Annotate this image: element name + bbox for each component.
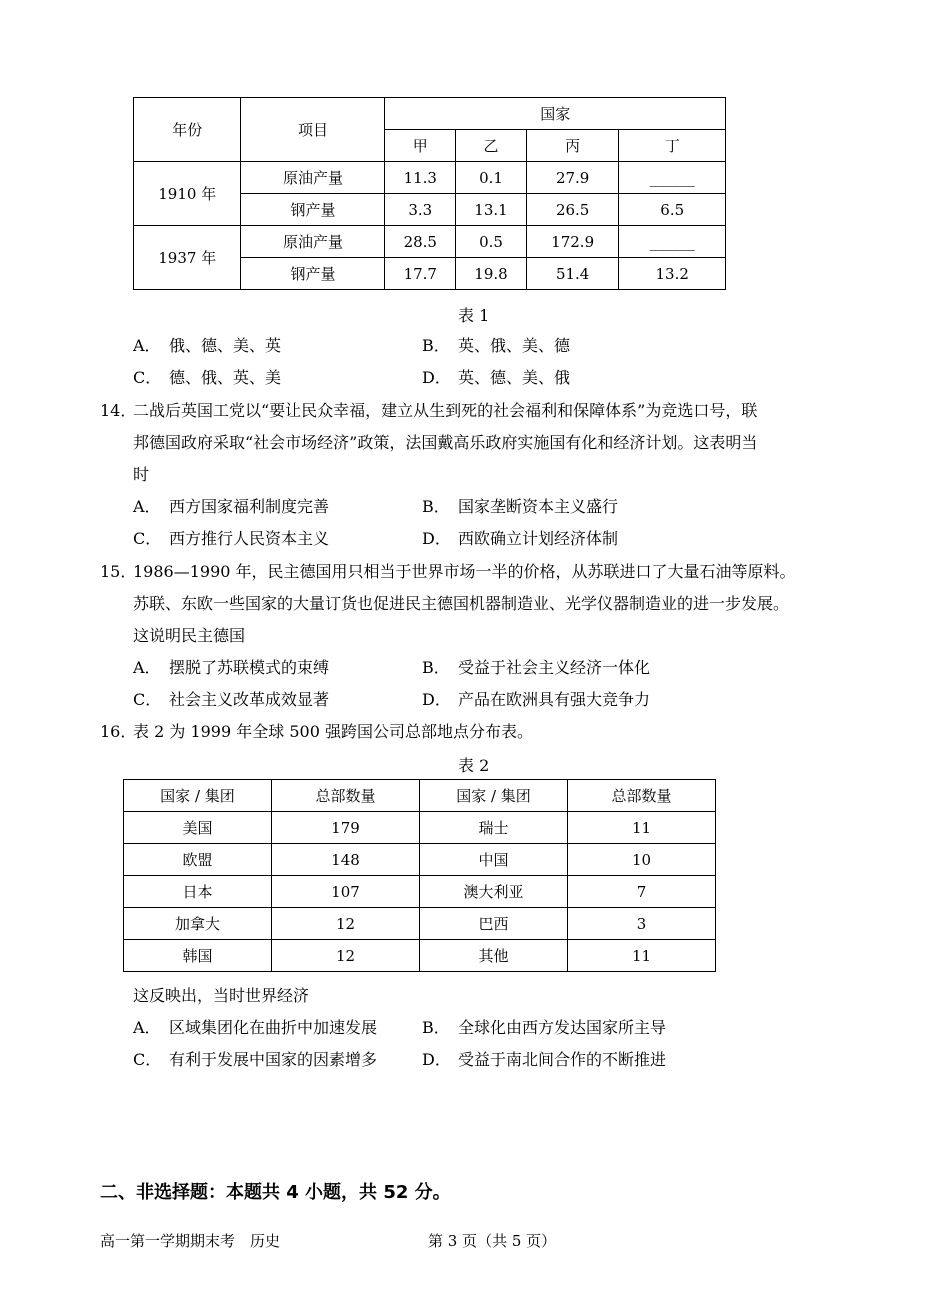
column-header: 总部数量 [567, 780, 715, 812]
table-row [124, 908, 716, 940]
item-cell: 原油产量 [241, 162, 385, 194]
value-cell: 17.7 [385, 258, 456, 290]
table-cell: 巴西 [420, 908, 568, 940]
year-cell: 1937 年 [134, 226, 241, 290]
table-row [124, 940, 716, 972]
value-cell: 27.9 [526, 162, 619, 194]
option-text: 英、俄、美、德 [458, 336, 571, 355]
value-cell: ______ [619, 226, 726, 258]
option-letter: C． [133, 1050, 162, 1069]
option-letter: D． [422, 690, 451, 709]
option-text: 受益于社会主义经济一体化 [458, 658, 651, 677]
year-cell: 1910 年 [134, 162, 241, 226]
q15-option-c[interactable] [133, 684, 329, 716]
option-letter: B． [422, 658, 450, 677]
table-1 [133, 97, 726, 290]
q14-stem-line: 时 [133, 465, 150, 484]
value-cell: 11.3 [385, 162, 456, 194]
table-row [134, 226, 726, 258]
table-2-caption: 表 2 [458, 756, 490, 775]
item-cell: 钢产量 [241, 258, 385, 290]
table-cell: 179 [271, 812, 419, 844]
option-text: 受益于南北间合作的不断推进 [458, 1050, 667, 1069]
table-2 [123, 779, 716, 972]
option-text: 西方推行人民资本主义 [169, 529, 330, 548]
table-cell: 其他 [420, 940, 568, 972]
item-cell: 原油产量 [241, 226, 385, 258]
table-cell: 日本 [124, 876, 272, 908]
value-cell: 13.2 [619, 258, 726, 290]
option-text: 西欧确立计划经济体制 [458, 529, 619, 548]
value-cell: 51.4 [526, 258, 619, 290]
table-header-row [124, 780, 716, 812]
column-header: 总部数量 [271, 780, 419, 812]
value-cell: 3.3 [385, 194, 456, 226]
value-cell: 0.1 [456, 162, 527, 194]
q14-number: 14． [100, 401, 137, 420]
q13-option-b[interactable] [422, 330, 570, 362]
q14-option-d[interactable] [422, 523, 618, 555]
option-letter: D． [422, 368, 451, 387]
value-cell: 19.8 [456, 258, 527, 290]
table-cell: 澳大利亚 [420, 876, 568, 908]
option-text: 全球化由西方发达国家所主导 [458, 1018, 667, 1037]
q15-option-a[interactable] [133, 652, 329, 684]
q16-option-b[interactable] [422, 1012, 666, 1044]
q13-option-d[interactable] [422, 362, 570, 394]
table-cell: 11 [567, 940, 715, 972]
q15-number: 15． [100, 562, 137, 581]
header-year: 年份 [134, 98, 241, 162]
q15-stem-line: 1986—1990 年，民主德国用只相当于世界市场一半的价格，从苏联进口了大量石油等原料。 [133, 562, 796, 581]
option-text: 社会主义改革成效显著 [169, 690, 330, 709]
item-cell: 钢产量 [241, 194, 385, 226]
section-2-title: 二、非选择题：本题共 4 小题，共 52 分。 [100, 1182, 451, 1203]
q16-option-c[interactable] [133, 1044, 377, 1076]
table-row [124, 812, 716, 844]
option-letter: B． [422, 336, 450, 355]
option-letter: A． [133, 497, 161, 516]
table-cell: 10 [567, 844, 715, 876]
option-letter: A． [133, 1018, 161, 1037]
value-cell: 172.9 [526, 226, 619, 258]
table-cell: 美国 [124, 812, 272, 844]
q15-stem-line: 苏联、东欧一些国家的大量订货也促进民主德国机器制造业、光学仪器制造业的进一步发展。 [133, 594, 790, 613]
footer-left: 高一第一学期期末考 历史 [100, 1232, 281, 1250]
option-letter: C． [133, 368, 162, 387]
table-cell: 3 [567, 908, 715, 940]
country-cell: 乙 [456, 130, 527, 162]
table-cell: 11 [567, 812, 715, 844]
table-cell: 加拿大 [124, 908, 272, 940]
option-text: 英、德、美、俄 [458, 368, 571, 387]
table-cell: 7 [567, 876, 715, 908]
table-row [124, 876, 716, 908]
q14-option-a[interactable] [133, 491, 329, 523]
q13-option-a[interactable] [133, 330, 281, 362]
option-text: 产品在欧洲具有强大竞争力 [458, 690, 651, 709]
q14-option-b[interactable] [422, 491, 618, 523]
q16-question: 这反映出，当时世界经济 [133, 986, 310, 1005]
option-letter: B． [422, 497, 450, 516]
header-item: 项目 [241, 98, 385, 162]
option-text: 俄、德、美、英 [169, 336, 282, 355]
value-cell: 0.5 [456, 226, 527, 258]
q14-stem-line: 二战后英国工党以“要让民众幸福，建立从生到死的社会福利和保障体系”为竞选口号，联 [133, 401, 758, 420]
q15-option-b[interactable] [422, 652, 650, 684]
country-cell: 丙 [526, 130, 619, 162]
option-letter: D． [422, 1050, 451, 1069]
table-cell: 12 [271, 940, 419, 972]
option-text: 有利于发展中国家的因素增多 [169, 1050, 378, 1069]
q15-stem-line: 这说明民主德国 [133, 626, 246, 645]
table-row [134, 162, 726, 194]
option-letter: B． [422, 1018, 450, 1037]
q16-number: 16． [100, 722, 137, 741]
q16-stem: 表 2 为 1999 年全球 500 强跨国公司总部地点分布表。 [133, 722, 533, 741]
table-cell: 中国 [420, 844, 568, 876]
table-row [124, 844, 716, 876]
option-letter: C． [133, 690, 162, 709]
q15-option-d[interactable] [422, 684, 650, 716]
option-letter: A． [133, 336, 161, 355]
table-1-caption: 表 1 [458, 306, 490, 325]
table-cell: 107 [271, 876, 419, 908]
q16-option-a[interactable] [133, 1012, 377, 1044]
table-cell: 韩国 [124, 940, 272, 972]
option-text: 德、俄、英、美 [169, 368, 282, 387]
option-letter: A． [133, 658, 161, 677]
value-cell: 13.1 [456, 194, 527, 226]
header-country: 国家 [385, 98, 726, 130]
table-cell: 148 [271, 844, 419, 876]
column-header: 国家 / 集团 [420, 780, 568, 812]
option-text: 西方国家福利制度完善 [169, 497, 330, 516]
country-cell: 丁 [619, 130, 726, 162]
q14-option-c[interactable] [133, 523, 329, 555]
q16-option-d[interactable] [422, 1044, 666, 1076]
option-letter: D． [422, 529, 451, 548]
value-cell: ______ [619, 162, 726, 194]
q14-stem-line: 邦德国政府采取“社会市场经济”政策，法国戴高乐政府实施国有化和经济计划。这表明当 [133, 433, 758, 452]
q13-option-c[interactable] [133, 362, 281, 394]
country-cell: 甲 [385, 130, 456, 162]
option-text: 摆脱了苏联模式的束缚 [169, 658, 330, 677]
table-cell: 瑞士 [420, 812, 568, 844]
value-cell: 6.5 [619, 194, 726, 226]
column-header: 国家 / 集团 [124, 780, 272, 812]
value-cell: 26.5 [526, 194, 619, 226]
page-number: 第 3 页（共 5 页） [428, 1232, 557, 1250]
option-text: 区域集团化在曲折中加速发展 [169, 1018, 378, 1037]
table-cell: 欧盟 [124, 844, 272, 876]
table-cell: 12 [271, 908, 419, 940]
option-letter: C． [133, 529, 162, 548]
option-text: 国家垄断资本主义盛行 [458, 497, 619, 516]
value-cell: 28.5 [385, 226, 456, 258]
